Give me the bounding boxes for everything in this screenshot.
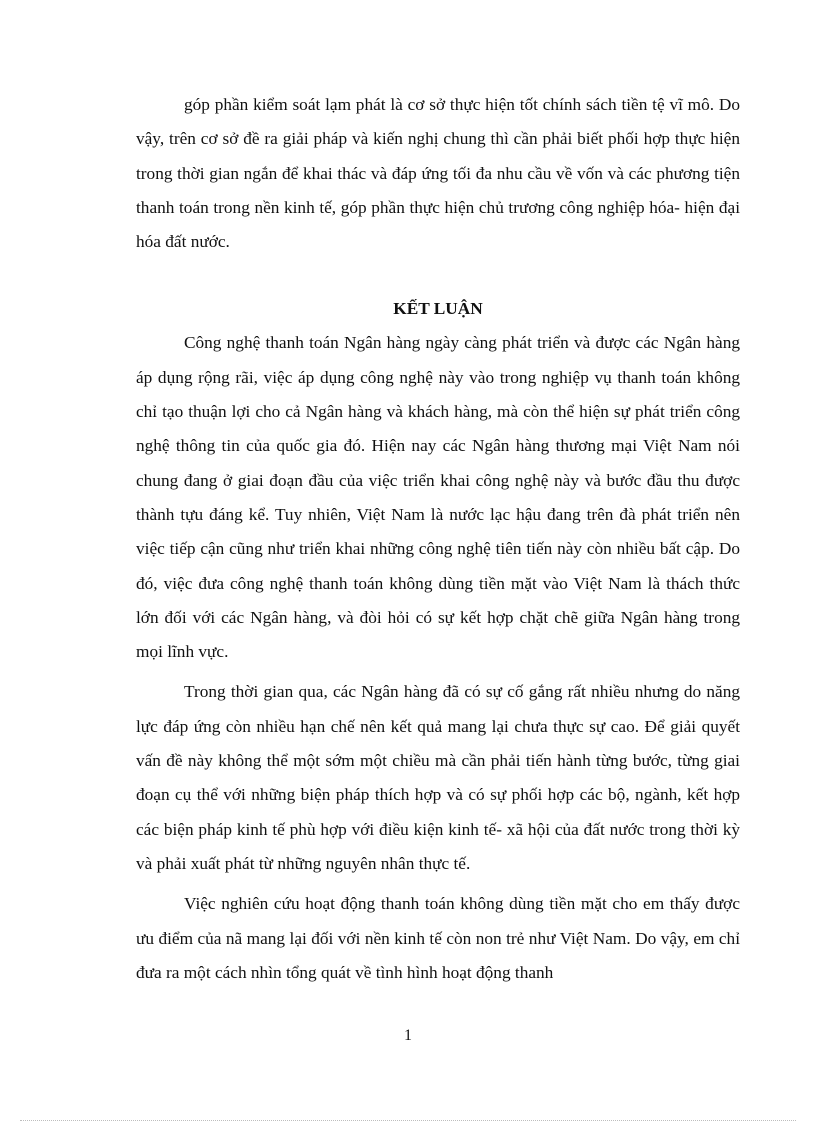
page-bottom-border — [20, 1120, 796, 1121]
paragraph-conclusion-3: Việc nghiên cứu hoạt động thanh toán không dùng tiền mặt cho em thấy được ưu điểm của nã mang lại đối với nền kinh tế còn non trẻ như Việt Nam. Do vậy, em chỉ đưa ra một cách nhìn tổng quát về tình hình hoạt động thanh — [136, 894, 740, 982]
section-heading: KẾT LUẬN — [393, 299, 483, 319]
paragraph-conclusion-1: Công nghệ thanh toán Ngân hàng ngày càng phát triển và được các Ngân hàng áp dụng rộng rãi, việc áp dụng công nghệ này vào trong nghiệp vụ thanh toán không chỉ tạo thuận lợi cho cả Ngân hàng và khách hàng, mà còn thể hiện sự phát triển công nghệ thông tin của quốc gia đó. Hiện nay các Ngân hàng thương mại Việt Nam nói chung đang ở giai đoạn đầu của việc triển khai công nghệ này và bước đầu thu được thành tựu đáng kể. Tuy nhiên, Việt Nam là nước lạc hậu đang trên đà phát triển nên việc tiếp cận cũng như triển khai những công nghệ tiên tiến này còn nhiều bất cập. Do đó, việc đưa công nghệ thanh toán không dùng tiền mặt vào Việt Nam là thách thức lớn đối với các Ngân hàng, và đòi hỏi có sự kết hợp chặt chẽ giữa Ngân hàng trong mọi lĩnh vực. — [136, 333, 740, 662]
paragraph-conclusion-2: Trong thời gian qua, các Ngân hàng đã có sự cố gắng rất nhiều nhưng do năng lực đáp ứng còn nhiều hạn chế nên kết quả mang lại chưa thực sự cao. Để giải quyết vấn đề này không thể một sớm một chiều mà cần phải tiến hành từng bước, từng giai đoạn cụ thể với những biện pháp thích hợp và có sự phối hợp các bộ, ngành, kết hợp các biện pháp kinh tế phù hợp với điều kiện kinh tế- xã hội của đất nước trong thời kỳ và phải xuất phát từ những nguyên nhân thực tế. — [136, 682, 740, 873]
page-number: 1 — [404, 1027, 412, 1044]
page-body — [136, 88, 740, 990]
paragraph-intro: góp phần kiểm soát lạm phát là cơ sở thực hiện tốt chính sách tiền tệ vĩ mô. Do vậy, trên cơ sở đề ra giải pháp và kiến nghị chung thì cần phải biết phối hợp thực hiện trong thời gian ngắn để khai thác và đáp ứng tối đa nhu cầu về vốn và các phương tiện thanh toán trong nền kinh tế, góp phần thực hiện chủ trương công nghiệp hóa- hiện đại hóa đất nước. — [136, 95, 740, 252]
